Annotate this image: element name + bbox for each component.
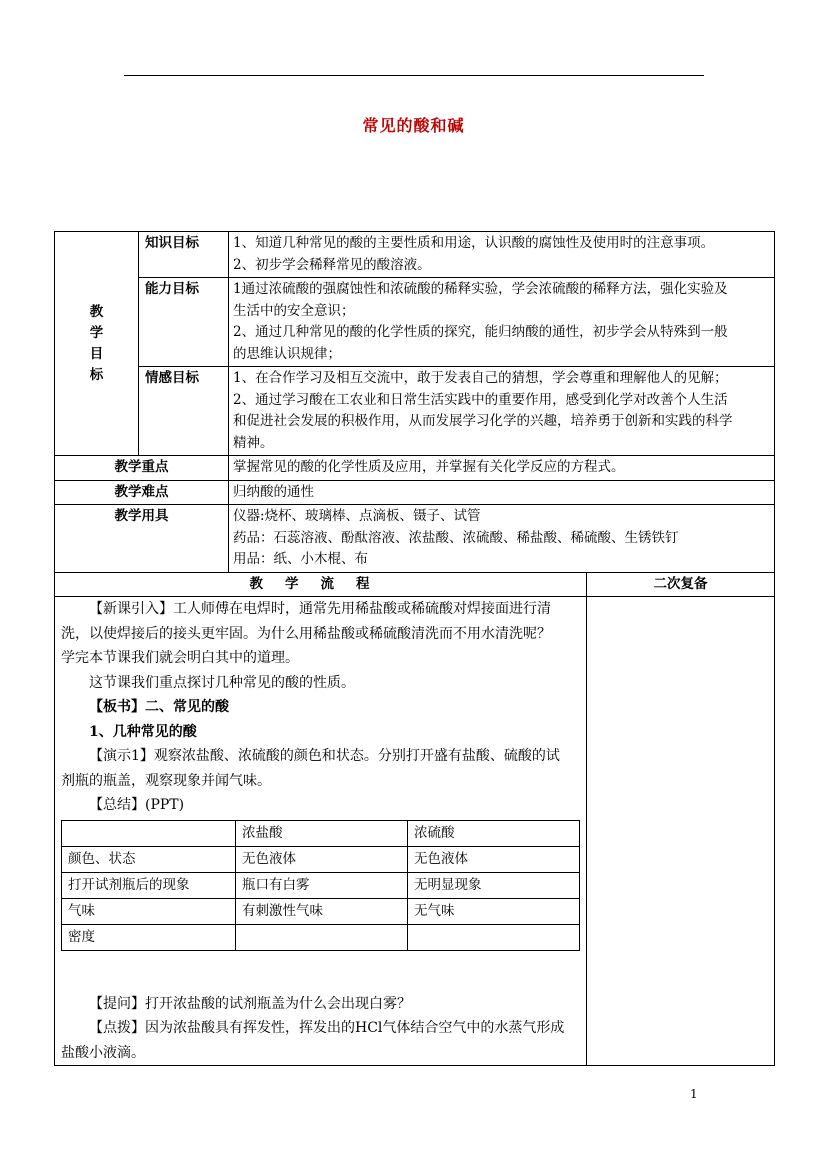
table-row <box>62 898 580 924</box>
summary-line: 【总结】(PPT) <box>89 797 185 813</box>
table-cell: 无色液体 <box>236 846 408 872</box>
focus-line: 这节课我们重点探讨几种常见的酸的性质。 <box>89 674 355 691</box>
table-cell: 气味 <box>62 898 236 924</box>
objective-line: 生活中的安全意识； <box>233 302 355 319</box>
page-number: 1 <box>690 1087 698 1101</box>
difficulty-row <box>55 480 775 505</box>
flow-header-row <box>55 572 775 597</box>
knowledge-objective-label: 知识目标 <box>139 232 229 278</box>
objective-line: 2、通过学习酸在工农业和日常生活实践中的重要作用，感受到化学对改善个人生活 <box>233 391 728 408</box>
key-point-text: 掌握常见的酸的化学性质及应用，并掌握有关化学反应的方程式。 <box>229 456 775 481</box>
table-cell <box>408 924 580 950</box>
objective-line: 1通过浓硫酸的强腐蚀性和浓硫酸的稀释实验，学会浓硫酸的稀释方法，强化实验及 <box>233 281 728 297</box>
section-heading: 1、几种常见的酸 <box>89 723 197 740</box>
ability-objective-label: 能力目标 <box>139 278 229 367</box>
emotion-objective-label: 情感目标 <box>139 367 229 456</box>
table-cell: 有刺激性气味 <box>236 898 408 924</box>
lesson-plan-table <box>54 231 775 1066</box>
ability-objective-content <box>229 278 775 367</box>
objectives-category-char: 目 <box>89 345 104 362</box>
acid-comparison-table <box>61 820 580 951</box>
objective-line: 的思维认识规律； <box>233 345 341 362</box>
demo-line: 【演示1】观察浓盐酸、浓硫酸的颜色和状态。分别打开盛有盐酸、硫酸的试 <box>89 748 560 764</box>
tools-row <box>55 505 775 573</box>
header-rule <box>124 75 704 76</box>
objective-line: 1、在合作学习及相互交流中，敢于发表自己的猜想，学会尊重和理解他人的见解； <box>233 370 728 386</box>
table-row <box>62 846 580 872</box>
knowledge-objective-content <box>229 232 775 278</box>
table-cell: 颜色、状态 <box>62 846 236 872</box>
board-heading: 【板书】二、常见的酸 <box>89 699 229 715</box>
objectives-category <box>55 232 139 456</box>
objective-line: 2、通过几种常见的酸的化学性质的探究，能归纳酸的通性，初步学会从特殊到一般 <box>233 324 728 340</box>
intro-line: 【新课引入】工人师傅在电焊时，通常先用稀盐酸或稀硫酸对焊接面进行清 <box>89 601 551 617</box>
tools-line: 用品：纸、小木棍、布 <box>233 551 368 567</box>
objective-line: 2、初步学会稀释常见的酸溶液。 <box>233 256 431 273</box>
objective-line: 1、知道几种常见的酸的主要性质和用途，认识酸的腐蚀性及使用时的注意事项。 <box>233 235 715 251</box>
question-line: 【提问】打开浓盐酸的试剂瓶盖为什么会出现白雾？ <box>89 995 411 1012</box>
tools-line: 药品：石蕊溶液、酚酞溶液、浓盐酸、浓硫酸、稀盐酸、稀硫酸、生锈铁钉 <box>233 529 679 546</box>
table-cell: 无色液体 <box>408 846 580 872</box>
intro-line: 洗，以使焊接后的接头更牢固。为什么用稀盐酸或稀硫酸清洗而不用水清洗呢？ <box>61 625 551 642</box>
table-header-row <box>62 820 580 846</box>
tools-line: 仪器:烧杯、玻璃棒、点滴板、镊子、试管 <box>233 508 481 524</box>
flow-header-right: 二次复备 <box>587 572 775 597</box>
objectives-category-char: 教 <box>89 303 104 320</box>
table-cell: 瓶口有白雾 <box>236 872 408 898</box>
tools-content <box>229 505 775 573</box>
tools-label: 教学用具 <box>55 505 229 573</box>
table-row <box>62 924 580 950</box>
emotion-objective-content <box>229 367 775 456</box>
table-header-cell: 浓盐酸 <box>236 820 408 846</box>
table-cell <box>236 924 408 950</box>
second-review-cell <box>587 597 775 1066</box>
table-row <box>62 872 580 898</box>
objectives-category-char: 学 <box>89 324 104 341</box>
demo-line: 剂瓶的瓶盖，观察现象并闻气味。 <box>61 772 271 789</box>
table-cell: 打开试剂瓶后的现象 <box>62 872 236 898</box>
table-header-cell: 浓硫酸 <box>408 820 580 846</box>
spacer <box>61 954 580 992</box>
difficulty-label: 教学难点 <box>55 480 229 505</box>
hint-line: 【点拨】因为浓盐酸具有挥发性，挥发出的HCl气体结合空气中的水蒸气形成 <box>89 1020 565 1036</box>
table-cell: 无明显现象 <box>408 872 580 898</box>
flow-header-left-text: 教学流程 <box>249 575 392 592</box>
flow-content <box>55 597 587 1066</box>
emotion-objective-row <box>55 367 775 456</box>
ability-objective-row <box>55 278 775 367</box>
intro-line: 学完本节课我们就会明白其中的道理。 <box>61 650 299 666</box>
difficulty-text: 归纳酸的通性 <box>229 480 775 505</box>
knowledge-objective-row <box>55 232 775 278</box>
table-header-cell <box>62 820 236 846</box>
objective-line: 精神。 <box>233 434 274 451</box>
objective-line: 和促进社会发展的积极作用，从而发展学习化学的兴趣，培养勇于创新和实践的科学 <box>233 413 733 429</box>
objectives-category-char: 标 <box>89 366 104 383</box>
key-point-row <box>55 456 775 481</box>
flow-header-left <box>55 572 587 597</box>
table-cell: 密度 <box>62 924 236 950</box>
page-title: 常见的酸和碱 <box>362 116 465 135</box>
hint-line: 盐酸小液滴。 <box>61 1044 145 1061</box>
flow-content-row <box>55 597 775 1066</box>
table-cell: 无气味 <box>408 898 580 924</box>
key-point-label: 教学重点 <box>55 456 229 481</box>
